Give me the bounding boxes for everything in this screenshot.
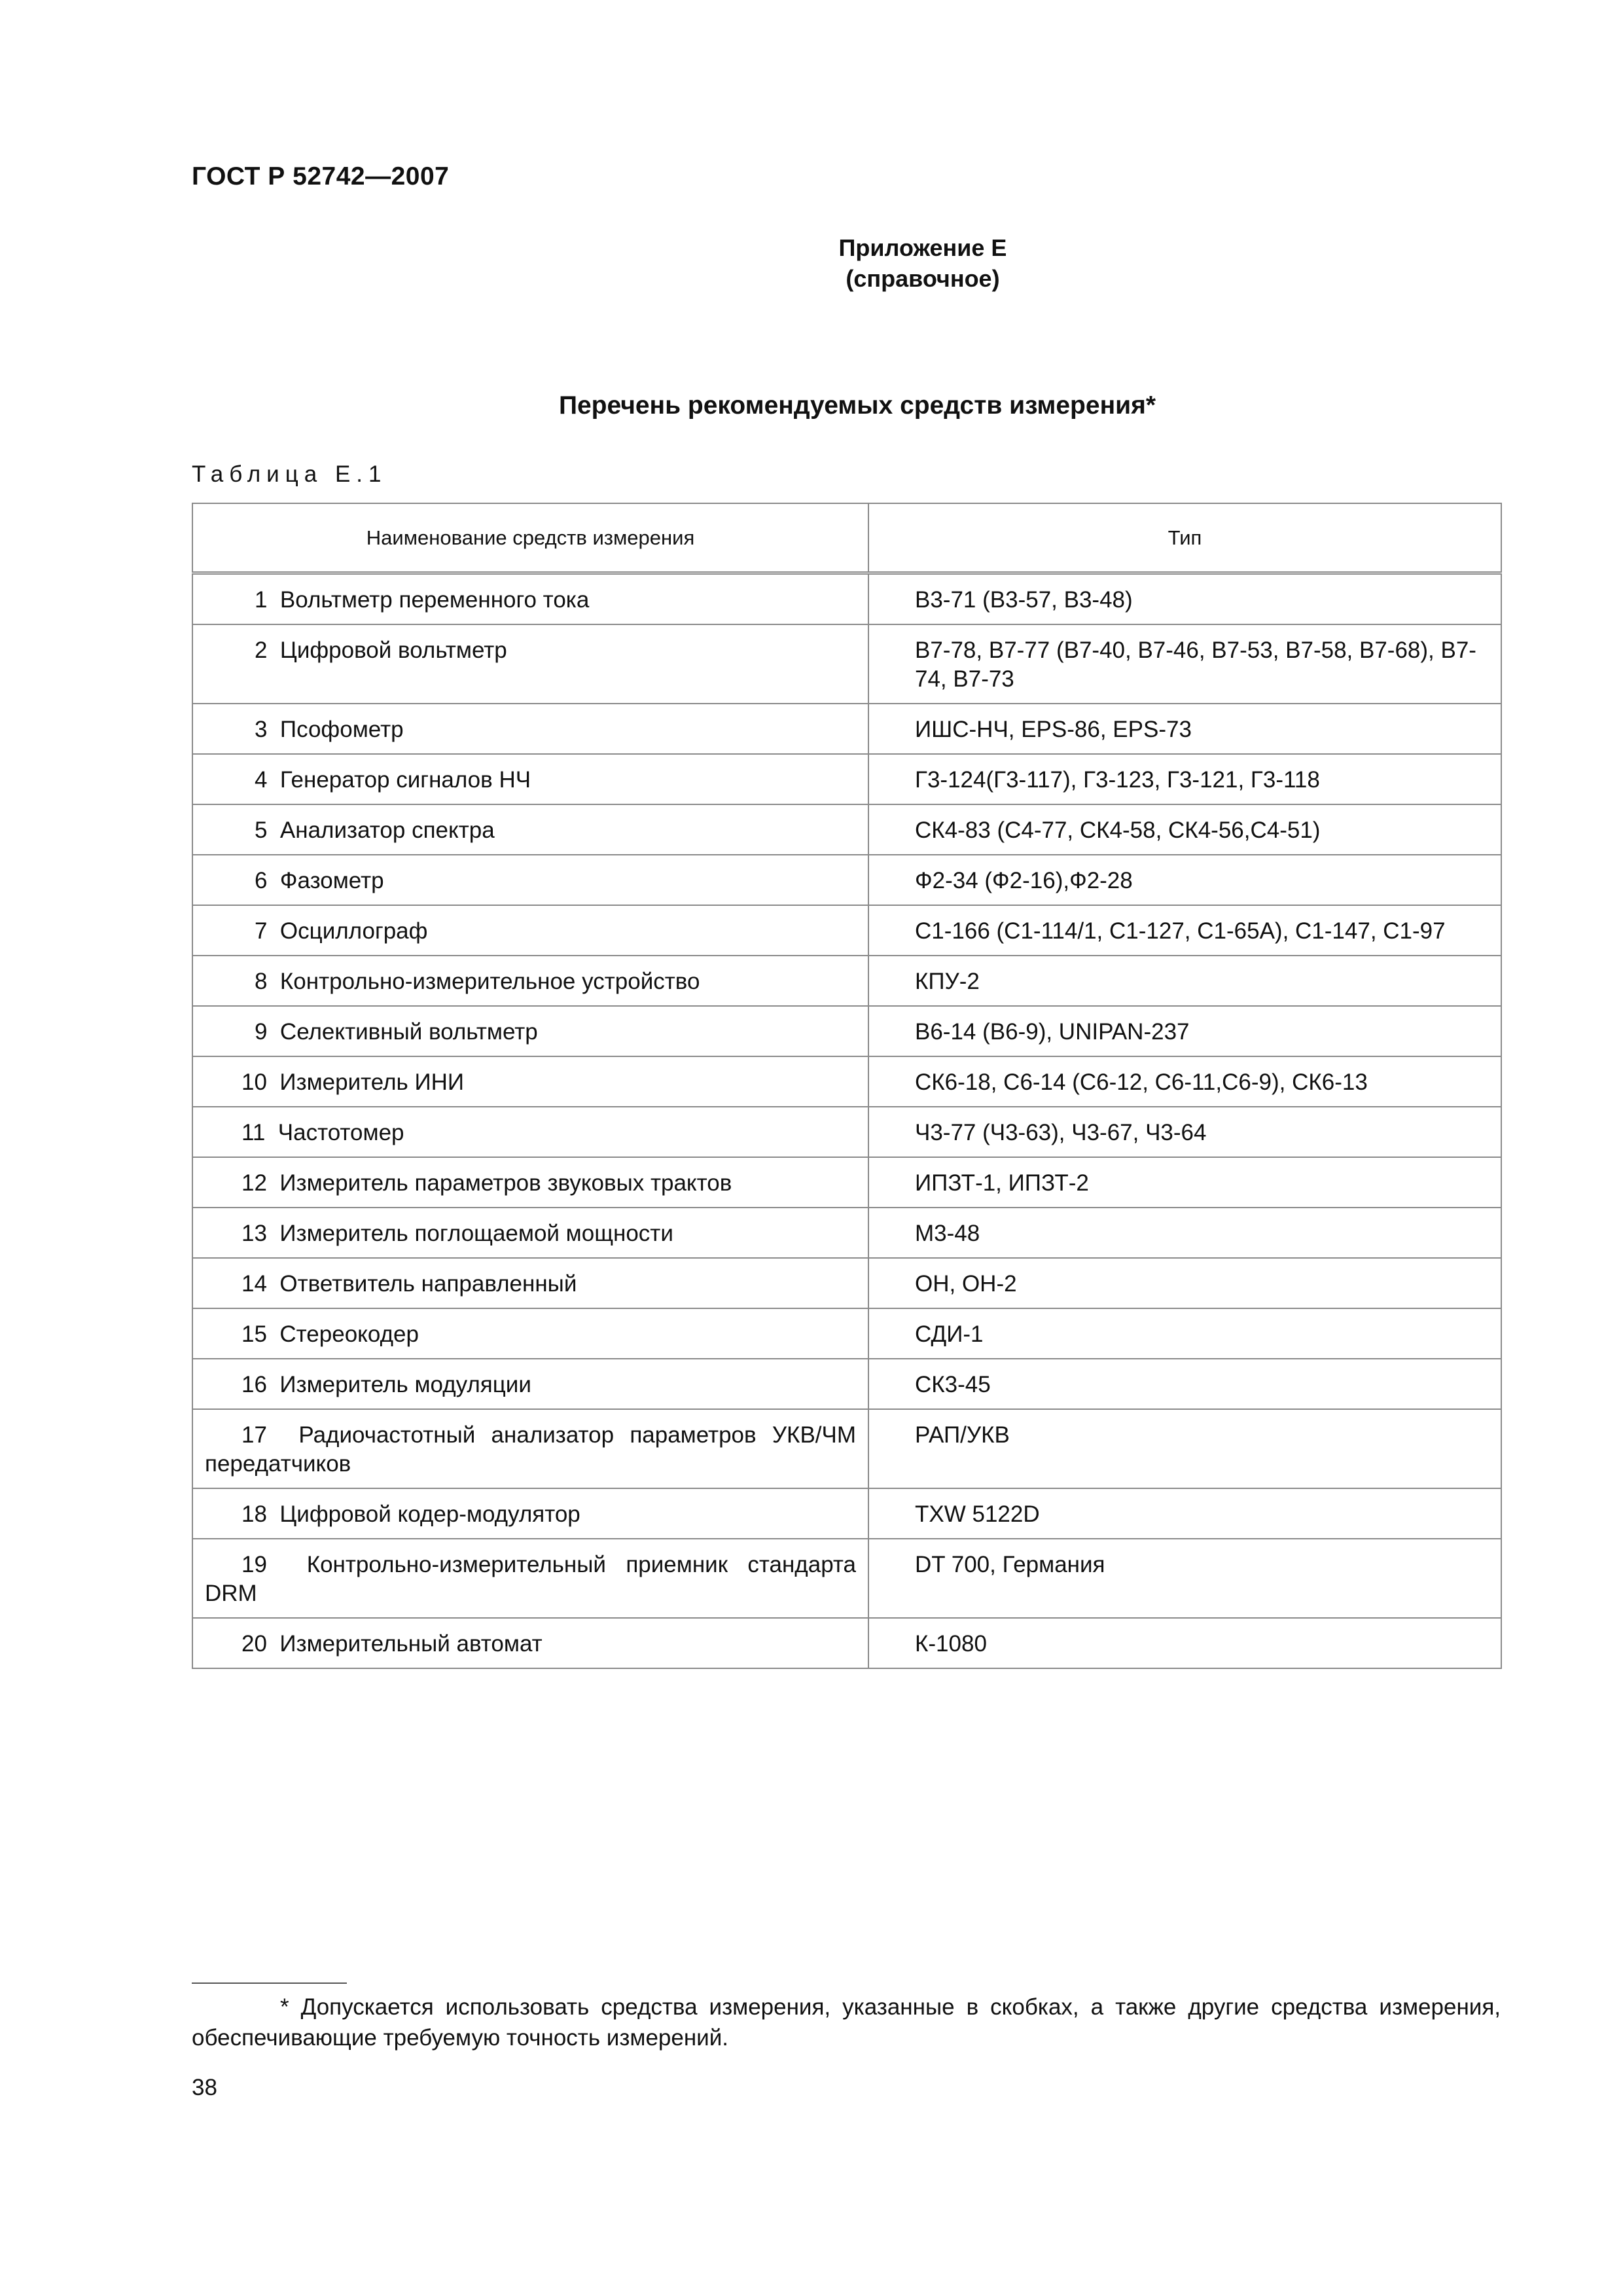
instrument-type-cell	[868, 573, 1501, 625]
instrument-name: Радиочастотный анализатор параметров УКВ/ЧМ передатчиков	[205, 1422, 857, 1477]
instrument-type: СК4-83 (С4-77, СК4-58, СК4-56,С4-51)	[915, 817, 1321, 843]
instrument-name: Измеритель поглощаемой мощности	[279, 1221, 673, 1246]
instrument-type-cell	[868, 1308, 1501, 1359]
instrument-type-cell	[868, 704, 1501, 754]
table-row	[192, 1618, 1501, 1668]
instrument-type: С1-166 (С1-114/1, С1-127, С1-65А), С1-147, С1-97	[915, 918, 1446, 944]
row-number: 19	[241, 1552, 267, 1577]
table-row	[192, 1539, 1501, 1618]
row-number: 7	[255, 918, 268, 944]
instrument-type: СК3-45	[915, 1372, 991, 1397]
instrument-name: Селективный вольтметр	[279, 1019, 538, 1045]
instrument-name: Цифровой вольтметр	[279, 637, 507, 663]
instrument-type-cell	[868, 1488, 1501, 1539]
instrument-type: ИШС-НЧ, EPS-86, EPS-73	[915, 717, 1192, 742]
instrument-type-cell	[868, 956, 1501, 1006]
footnote	[192, 1992, 1501, 2053]
instrument-name-cell	[192, 855, 868, 905]
table-header-row	[192, 503, 1501, 573]
instrument-type-cell	[868, 1539, 1501, 1618]
instrument-type: Ф2-34 (Ф2-16),Ф2-28	[915, 868, 1133, 893]
document-header: ГОСТ Р 52742—2007	[192, 162, 450, 190]
instrument-type-cell	[868, 905, 1501, 956]
row-number: 20	[241, 1631, 267, 1657]
instrument-type: М3-48	[915, 1221, 980, 1246]
instrument-name-cell	[192, 754, 868, 804]
instrument-type: В7-78, В7-77 (В7-40, В7-46, В7-53, В7-58, В7-68), В7-74, В7-73	[915, 637, 1476, 692]
table-row	[192, 624, 1501, 704]
row-number: 18	[241, 1501, 267, 1527]
instrument-name: Псофометр	[279, 717, 404, 742]
page-number: 38	[192, 2075, 217, 2100]
table-row	[192, 1359, 1501, 1409]
instrument-type: КПУ-2	[915, 969, 980, 994]
footnote-text: * Допускается использовать средства измерения, указанные в скобках, а также другие средства измерения, обеспечивающие требуемую точность измерений.	[192, 1994, 1501, 2051]
instrument-name-cell	[192, 1488, 868, 1539]
instrument-name-cell	[192, 704, 868, 754]
instrument-name-cell	[192, 804, 868, 855]
instrument-name-cell	[192, 1359, 868, 1409]
instrument-name-cell	[192, 624, 868, 704]
appendix-heading	[0, 232, 1623, 294]
instrument-type-cell	[868, 624, 1501, 704]
instrument-type: В3-71 (В3-57, В3-48)	[915, 587, 1133, 613]
table-row	[192, 704, 1501, 754]
instrument-type-cell	[868, 1107, 1501, 1157]
instrument-type: К-1080	[915, 1631, 987, 1657]
row-number: 5	[255, 817, 268, 843]
column-header-name: Наименование средств измерения	[192, 503, 868, 573]
table-row	[192, 573, 1501, 625]
instrument-type: РАП/УКВ	[915, 1422, 1010, 1448]
instrument-name-cell	[192, 1539, 868, 1618]
instrument-type: TXW 5122D	[915, 1501, 1040, 1527]
table-row	[192, 855, 1501, 905]
table-body	[192, 573, 1501, 1669]
instrument-name: Цифровой кодер-модулятор	[279, 1501, 580, 1527]
instrument-name: Контрольно-измерительный приемник стандарта DRM	[205, 1552, 856, 1606]
table-label: Таблица Е.1	[192, 461, 387, 487]
instrument-type-cell	[868, 1006, 1501, 1056]
instrument-name-cell	[192, 1208, 868, 1258]
page-title	[0, 391, 1623, 420]
instrument-type: DT 700, Германия	[915, 1552, 1105, 1577]
row-number: 10	[241, 1069, 267, 1095]
table-row	[192, 905, 1501, 956]
row-number: 6	[255, 868, 268, 893]
table-row	[192, 754, 1501, 804]
table-row	[192, 1208, 1501, 1258]
table-row	[192, 1056, 1501, 1107]
instrument-type: Ч3-77 (Ч3-63), Ч3-67, Ч3-64	[915, 1120, 1207, 1145]
instrument-name: Анализатор спектра	[279, 817, 495, 843]
instruments-table	[192, 503, 1502, 1669]
appendix-type: (справочное)	[846, 265, 1000, 292]
row-number: 13	[241, 1221, 267, 1246]
instrument-type-cell	[868, 1208, 1501, 1258]
row-number: 16	[241, 1372, 267, 1397]
row-number: 14	[241, 1271, 267, 1297]
table-row	[192, 1107, 1501, 1157]
row-number: 11	[241, 1120, 266, 1145]
table-row	[192, 1258, 1501, 1308]
instrument-name: Контрольно-измерительное устройство	[279, 969, 700, 994]
column-header-type: Тип	[868, 503, 1501, 573]
row-number: 9	[255, 1019, 268, 1045]
table-row	[192, 1006, 1501, 1056]
instrument-type: СК6-18, С6-14 (С6-12, С6-11,С6-9), СК6-13	[915, 1069, 1368, 1095]
instrument-name: Осциллограф	[279, 918, 428, 944]
page-title-text: Перечень рекомендуемых средств измерения*	[558, 391, 1156, 420]
instrument-type-cell	[868, 804, 1501, 855]
instrument-name-cell	[192, 1157, 868, 1208]
instrument-name: Измеритель ИНИ	[279, 1069, 465, 1095]
row-number: 2	[255, 637, 268, 663]
instrument-name-cell	[192, 905, 868, 956]
instrument-name-cell	[192, 1006, 868, 1056]
instrument-name-cell	[192, 1308, 868, 1359]
instrument-name: Фазометр	[279, 868, 384, 893]
instrument-type: В6-14 (В6-9), UNIPAN-237	[915, 1019, 1190, 1045]
instrument-name: Стереокодер	[279, 1321, 419, 1347]
instrument-name: Ответвитель направленный	[279, 1271, 577, 1297]
instrument-type-cell	[868, 1157, 1501, 1208]
appendix-title: Приложение Е	[838, 234, 1007, 261]
table-row	[192, 956, 1501, 1006]
row-number: 12	[241, 1170, 267, 1196]
instrument-type-cell	[868, 1409, 1501, 1488]
instrument-name-cell	[192, 573, 868, 625]
table-row	[192, 1308, 1501, 1359]
row-number: 4	[255, 767, 268, 793]
row-number: 15	[241, 1321, 267, 1347]
table-row	[192, 804, 1501, 855]
instrument-type: Г3-124(Г3-117), Г3-123, Г3-121, Г3-118	[915, 767, 1320, 793]
instrument-type-cell	[868, 1258, 1501, 1308]
row-number: 17	[241, 1422, 267, 1448]
instrument-name-cell	[192, 1618, 868, 1668]
instrument-type-cell	[868, 1618, 1501, 1668]
instrument-name: Вольтметр переменного тока	[279, 587, 590, 613]
row-number: 8	[255, 969, 268, 994]
instrument-type-cell	[868, 855, 1501, 905]
instrument-type-cell	[868, 754, 1501, 804]
instrument-name: Измеритель модуляции	[279, 1372, 531, 1397]
table-row	[192, 1157, 1501, 1208]
instrument-type-cell	[868, 1056, 1501, 1107]
table-row	[192, 1488, 1501, 1539]
instrument-name-cell	[192, 1056, 868, 1107]
footnote-divider	[192, 1982, 347, 1984]
instrument-name-cell	[192, 1107, 868, 1157]
table-row	[192, 1409, 1501, 1488]
row-number: 3	[255, 717, 268, 742]
instrument-type: ОН, ОН-2	[915, 1271, 1017, 1297]
instrument-name-cell	[192, 956, 868, 1006]
instrument-name: Измерительный автомат	[279, 1631, 543, 1657]
instrument-name-cell	[192, 1258, 868, 1308]
instrument-name: Измеритель параметров звуковых трактов	[279, 1170, 732, 1196]
instrument-type: ИПЗТ-1, ИПЗТ-2	[915, 1170, 1089, 1196]
instrument-name: Частотомер	[277, 1120, 404, 1145]
instrument-type: СДИ-1	[915, 1321, 984, 1347]
row-number: 1	[255, 587, 268, 613]
instrument-type-cell	[868, 1359, 1501, 1409]
instrument-name: Генератор сигналов НЧ	[279, 767, 531, 793]
instrument-name-cell	[192, 1409, 868, 1488]
